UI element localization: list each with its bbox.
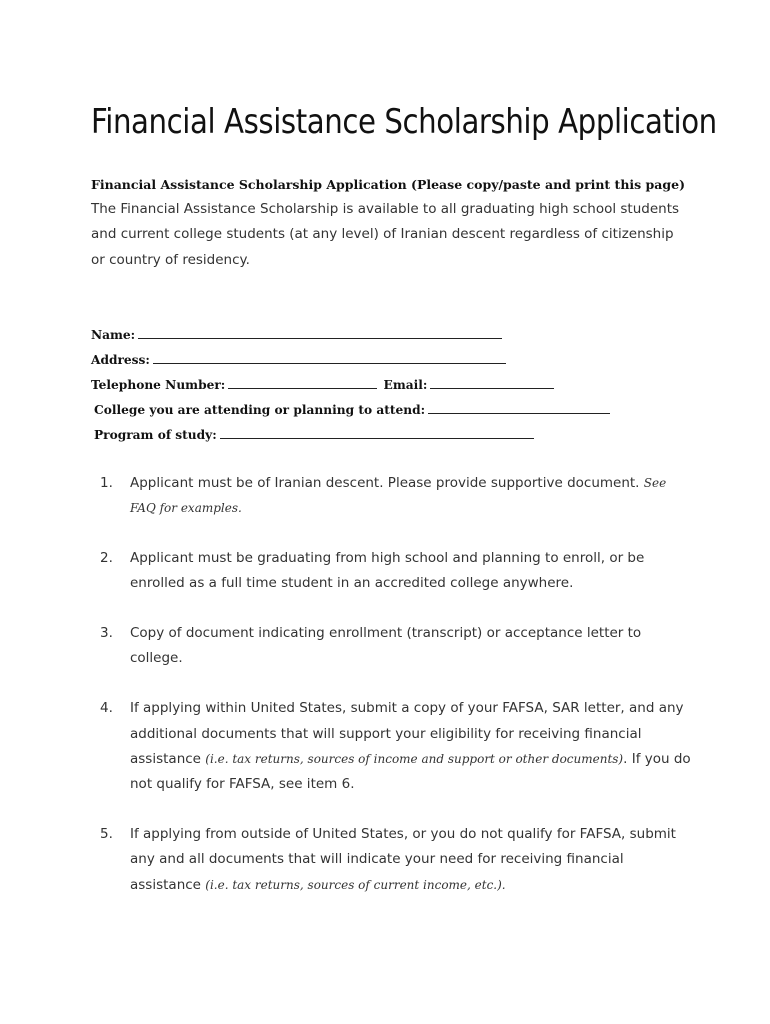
address-field-row xyxy=(91,348,711,373)
list-item xyxy=(91,546,691,597)
email-label: Email: xyxy=(383,378,428,392)
email-blank-line[interactable] xyxy=(430,378,554,389)
telephone-email-row xyxy=(91,373,711,398)
intro-text: The Financial Assistance Scholarship is available to all graduating high school students and current college students (at any level) of Iranian descent regardless of citizenship or country of residency. xyxy=(91,201,680,268)
telephone-blank-line[interactable] xyxy=(228,378,377,389)
page-title: Financial Assistance Scholarship Application xyxy=(91,102,717,142)
address-label: Address: xyxy=(91,353,150,367)
list-item xyxy=(91,471,691,522)
intro-heading: Financial Assistance Scholarship Application (Please copy/paste and print this page) xyxy=(91,177,685,192)
list-item-text: Applicant must be graduating from high school and planning to enroll, or be enrolled as a full time student in an accredited college anywhere. xyxy=(130,550,645,592)
name-field-row xyxy=(91,323,711,348)
list-item-text: Applicant must be of Iranian descent. Please provide supportive document. xyxy=(130,475,644,491)
program-label: Program of study: xyxy=(94,428,217,442)
name-label: Name: xyxy=(91,328,136,342)
list-item-note: See FAQ for examples. xyxy=(130,476,667,516)
list-item xyxy=(91,621,691,672)
program-field-row xyxy=(91,423,711,448)
college-label: College you are attending or planning to attend: xyxy=(94,403,426,417)
list-item-number: 5. xyxy=(100,825,113,842)
name-blank-line[interactable] xyxy=(138,328,502,339)
telephone-label: Telephone Number: xyxy=(91,378,226,392)
college-field-row xyxy=(91,398,711,423)
address-blank-line[interactable] xyxy=(153,353,506,364)
intro-section xyxy=(91,173,691,273)
list-item-text: Copy of document indicating enrollment (transcript) or acceptance letter to college. xyxy=(130,625,642,667)
list-item-number: 4. xyxy=(100,700,113,717)
list-item xyxy=(91,822,691,898)
list-item-text: If applying within United States, submit a copy of your FAFSA, SAR letter, and any additional documents that will support your eligibility for receiving financial assistance xyxy=(130,700,684,767)
college-blank-line[interactable] xyxy=(428,403,610,414)
list-item-text: If applying from outside of United States, or you do not qualify for FAFSA, submit any and all documents that will indicate your need for receiving financial assistance xyxy=(130,825,676,893)
list-item-note: (i.e. tax returns, sources of income and support or other documents) xyxy=(205,751,624,766)
list-item-number: 1. xyxy=(100,475,113,491)
list-item-number: 3. xyxy=(100,625,113,642)
list-item-text-after: . If you do not qualify for FAFSA, see item 6. xyxy=(130,750,691,793)
list-item-note: (i.e. tax returns, sources of current income, etc.). xyxy=(205,877,506,892)
list-item-number: 2. xyxy=(100,550,113,567)
applicant-fields xyxy=(91,323,711,448)
program-blank-line[interactable] xyxy=(220,428,534,439)
list-item xyxy=(91,696,691,797)
requirements-list xyxy=(91,471,691,922)
